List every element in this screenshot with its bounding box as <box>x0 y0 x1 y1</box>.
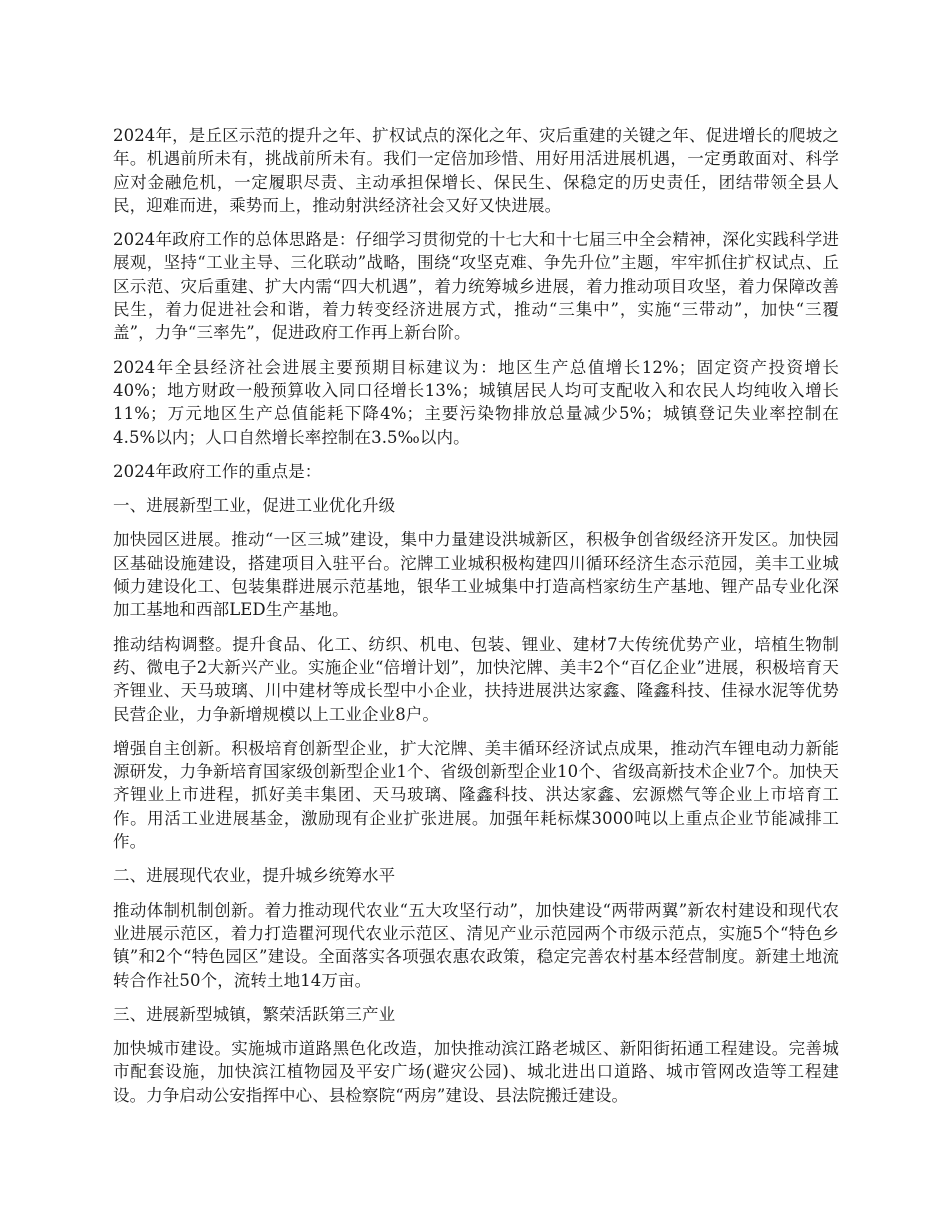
paragraph-overall-approach: 2024年政府工作的总体思路是：仔细学习贯彻党的十七大和十七届三中全会精神，深化实践科学进展观，坚持“工业主导、三化联动”战略，围绕“攻坚克难、争先升位”主题，牢牢抓住扩权试点、丘区示范、灾后重建、扩大内需“四大机遇”，着力统筹城乡进展，着力推动项目攻坚，着力保障改善民生，着力促进社会和谐，着力转变经济进展方式，推动“三集中”，实施“三带动”，加快“三覆盖”，力争“三率先”，促进政府工作再上新台阶。 <box>113 230 839 343</box>
paragraph-park-development: 加快园区进展。推动“一区三城”建设，集中力量建设洪城新区，积极争创省级经济开发区。加快园区基础设施建设，搭建项目入驻平台。沱牌工业城积极构建四川循环经济生态示范园，美丰工业城倾力建设化工、包装集群进展示范基地，银华工业城集中打造高档家纺生产基地、锂产品专业化深加工基地和西部LED生产基地。 <box>113 530 839 620</box>
paragraph-key-points-heading: 2024年政府工作的重点是： <box>113 461 322 481</box>
section-heading-agriculture: 二、进展现代农业，提升城乡统筹水平 <box>113 866 396 886</box>
paragraph-targets: 2024年全县经济社会进展主要预期目标建议为：地区生产总值增长12%；固定资产投资增长40%；地方财政一般预算收入同口径增长13%；城镇居民人均可支配收入和农民人均纯收入增长11%；万元地区生产总值能耗下降4%；主要污染物排放总量减少5%；城镇登记失业率控制在4.5%以内；人口自然增长率控制在3.5‰以内。 <box>113 357 839 447</box>
document-body <box>113 124 839 1118</box>
paragraph-institutional-innovation: 推动体制机制创新。着力推动现代农业“五大攻坚行动”，加快建设“两带两翼”新农村建设和现代农业进展示范区，着力打造瞿河现代农业示范区、清见产业示范园两个市级示范点，实施5个“特色乡镇”和2个“特色园区”建设。全面落实各项强农惠农政策，稳定完善农村基本经营制度。新建土地流转合作社50个，流转土地14万亩。 <box>113 900 839 990</box>
paragraph-city-construction: 加快城市建设。实施城市道路黑色化改造，加快推动滨江路老城区、新阳街拓通工程建设。完善城市配套设施，加快滨江植物园及平安广场(避灾公园)、城北进出口道路、城市管网改造等工程建设。力争启动公安指挥中心、县检察院“两房”建设、县法院搬迁建设。 <box>113 1039 839 1105</box>
paragraph-intro: 2024年，是丘区示范的提升之年、扩权试点的深化之年、灾后重建的关键之年、促进增长的爬坡之年。机遇前所未有，挑战前所未有。我们一定倍加珍惜、用好用活进展机遇，一定勇敢面对、科学应对金融危机，一定履职尽责、主动承担保增长、保民生、保稳定的历史责任，团结带领全县人民，迎难而进，乘势而上，推动射洪经济社会又好又快进展。 <box>113 126 839 215</box>
paragraph-innovation: 增强自主创新。积极培育创新型企业，扩大沱牌、美丰循环经济试点成果，推动汽车锂电动力新能源研发，力争新培育国家级创新型企业1个、省级创新型企业10个、省级高新技术企业7个。加快天齐锂业上市进程，抓好美丰集团、天马玻璃、隆鑫科技、洪达家鑫、宏源燃气等企业上市培育工作。用活工业进展基金，激励现有企业扩张进展。加强年耗标煤3000吨以上重点企业节能减排工作。 <box>113 738 839 852</box>
section-heading-urbanization: 三、进展新型城镇，繁荣活跃第三产业 <box>113 1004 396 1024</box>
paragraph-structural-adjustment: 推动结构调整。提升食品、化工、纺织、机电、包装、锂业、建材7大传统优势产业，培植生物制药、微电子2大新兴产业。实施企业“倍增计划”，加快沱牌、美丰2个“百亿企业”进展，积极培育天齐锂业、天马玻璃、川中建材等成长型中小企业，扶持进展洪达家鑫、隆鑫科技、佳禄水泥等优势民营企业，力争新增规模以上工业企业8户。 <box>113 634 839 724</box>
section-heading-industry: 一、进展新型工业，促进工业优化升级 <box>113 496 396 516</box>
